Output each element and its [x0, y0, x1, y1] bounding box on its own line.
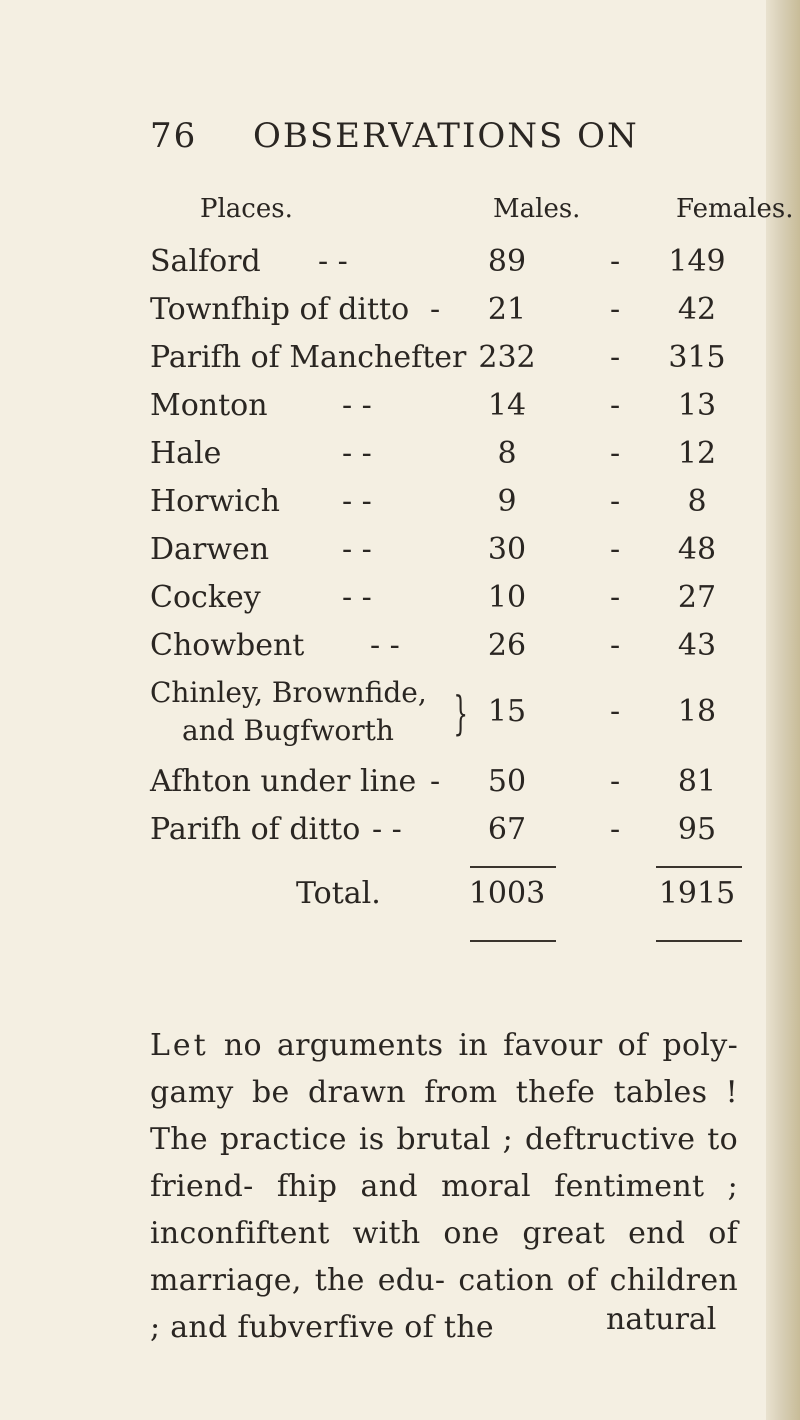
- running-title: OBSERVATIONS ON: [253, 116, 639, 156]
- males-value: 26: [487, 628, 527, 663]
- leader-dashes: - -: [372, 812, 402, 847]
- females-value: 95: [677, 812, 717, 847]
- females-value: 18: [677, 694, 717, 729]
- separator-dash: -: [610, 694, 621, 729]
- table-row: [0, 674, 800, 754]
- place-name: Chowbent: [150, 628, 305, 663]
- place-name: Hale: [150, 436, 222, 471]
- separator-dash: -: [610, 484, 621, 519]
- column-header-males: Males.: [493, 194, 581, 224]
- total-males: 1003: [468, 876, 546, 911]
- males-value: 10: [487, 580, 527, 615]
- total-females: 1915: [658, 876, 736, 911]
- place-name: Townfhip of ditto: [150, 292, 410, 327]
- separator-dash: -: [610, 580, 621, 615]
- leader-dashes: - -: [370, 628, 400, 663]
- place-name: Parifh of ditto: [150, 812, 361, 847]
- table-row: [0, 244, 800, 294]
- place-name: Afhton under line: [150, 764, 417, 799]
- males-value: 50: [487, 764, 527, 799]
- total-label: Total.: [296, 876, 381, 911]
- table-row: [0, 812, 800, 862]
- males-value: 89: [487, 244, 527, 279]
- table-row: [0, 484, 800, 534]
- females-value: 48: [677, 532, 717, 567]
- column-header-places: Places.: [200, 194, 293, 224]
- leader-dashes: - -: [342, 484, 372, 519]
- separator-dash: -: [610, 340, 621, 375]
- place-name: Darwen: [150, 532, 270, 567]
- males-value: 14: [487, 388, 527, 423]
- leader-dashes: - -: [342, 436, 372, 471]
- place-name-line2: and Bugfworth: [182, 714, 394, 747]
- males-value: 15: [487, 694, 527, 729]
- females-value: 13: [677, 388, 717, 423]
- females-value: 43: [677, 628, 717, 663]
- separator-dash: -: [610, 812, 621, 847]
- separator-dash: -: [610, 764, 621, 799]
- table-row: [0, 764, 800, 814]
- sum-rule-males-top: [470, 866, 556, 868]
- females-value: 315: [668, 340, 726, 375]
- females-value: 12: [677, 436, 717, 471]
- leader-dashes: -: [430, 292, 441, 327]
- separator-dash: -: [610, 436, 621, 471]
- leader-dashes: - -: [342, 532, 372, 567]
- place-name: Parifh of Manchefter: [150, 340, 467, 375]
- leader-dashes: - -: [342, 580, 372, 615]
- column-header-females: Females.: [676, 194, 794, 224]
- females-value: 27: [677, 580, 717, 615]
- paragraph-text: no arguments in favour of poly- gamy be drawn from thefe tables ! The practice is brutal ; deftructive to friend- fhip and moral fentiment ; inconfiftent with one great end of marriage, the edu- cation of children ; and fubverfive of the: [150, 1028, 739, 1345]
- table-row: [0, 388, 800, 438]
- leader-dashes: -: [430, 764, 441, 799]
- leader-dashes: - -: [318, 244, 348, 279]
- separator-dash: -: [610, 244, 621, 279]
- table-row: [0, 340, 800, 390]
- separator-dash: -: [610, 388, 621, 423]
- females-value: 8: [687, 484, 707, 519]
- females-value: 81: [677, 764, 717, 799]
- place-name: Horwich: [150, 484, 280, 519]
- place-name: Monton: [150, 388, 268, 423]
- sum-rule-males-bottom: [470, 940, 556, 942]
- brace-icon: }: [453, 686, 468, 740]
- females-value: 42: [677, 292, 717, 327]
- catchword: natural: [606, 1302, 717, 1337]
- leader-dashes: - -: [342, 388, 372, 423]
- males-value: 232: [478, 340, 536, 375]
- table-row: [0, 292, 800, 342]
- sum-rule-females-top: [656, 866, 742, 868]
- page-number: 76: [150, 116, 198, 156]
- place-name: Cockey: [150, 580, 261, 615]
- separator-dash: -: [610, 292, 621, 327]
- males-value: 21: [487, 292, 527, 327]
- table-row: [0, 532, 800, 582]
- first-word: Let: [150, 1028, 209, 1063]
- table-row: [0, 628, 800, 678]
- table-row: [0, 436, 800, 486]
- males-value: 8: [497, 436, 517, 471]
- place-name: [150, 674, 450, 750]
- females-value: 149: [668, 244, 726, 279]
- table-row: [0, 580, 800, 630]
- place-name-line1: Chinley, Brownfide,: [150, 676, 427, 709]
- males-value: 67: [487, 812, 527, 847]
- separator-dash: -: [610, 628, 621, 663]
- place-name: Salford: [150, 244, 261, 279]
- males-value: 30: [487, 532, 527, 567]
- males-value: 9: [497, 484, 517, 519]
- separator-dash: -: [610, 532, 621, 567]
- sum-rule-females-bottom: [656, 940, 742, 942]
